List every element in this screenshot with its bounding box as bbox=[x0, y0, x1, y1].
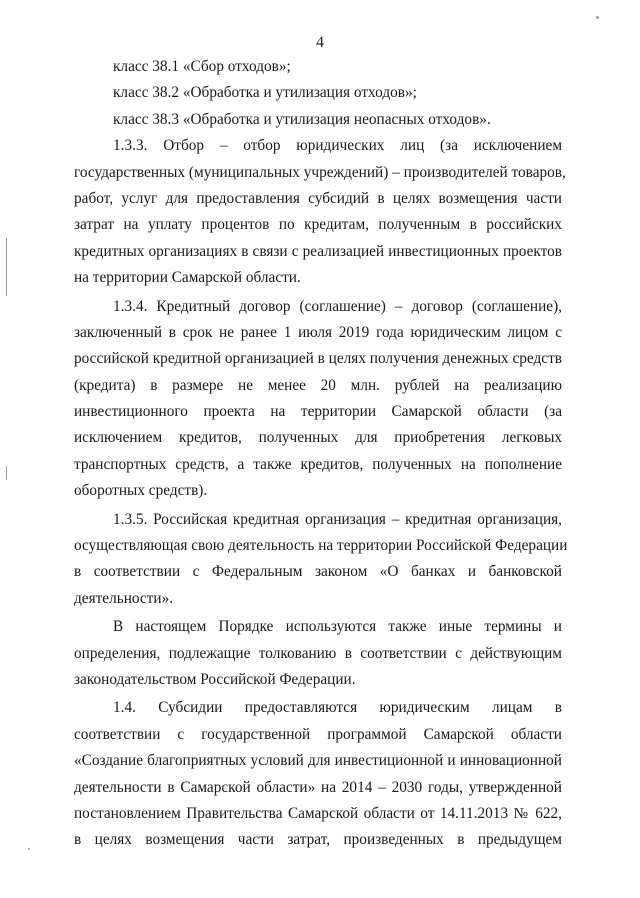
page-number: 4 bbox=[316, 34, 324, 51]
text-line: 1.3.3. Отбор – отбор юридических лиц (за исключением bbox=[113, 137, 562, 155]
text-line: в целях возмещения части затрат, произведенных в предыдущем bbox=[74, 831, 562, 849]
text-line: работ, услуг для предоставления субсидий в целях возмещения части bbox=[74, 189, 562, 207]
text-line: кредитных организациях в связи с реализацией инвестиционных проектов bbox=[74, 242, 562, 260]
text-line: соответствии с государственной программой Самарской области bbox=[74, 725, 562, 743]
scan-artifact bbox=[6, 466, 7, 480]
text-line: 1.3.5. Российская кредитная организация – кредитная организация, bbox=[113, 510, 562, 528]
text-line: класс 38.1 «Сбор отходов»; bbox=[113, 58, 291, 75]
text-line: постановлением Правительства Самарской области от 14.11.2013 № 622, bbox=[74, 804, 562, 822]
text-line: класс 38.2 «Обработка и утилизация отходов»; bbox=[113, 84, 417, 102]
text-line: на территории Самарской области. bbox=[74, 269, 301, 287]
text-line: (кредита) в размере не менее 20 млн. рублей на реализацию bbox=[74, 376, 562, 394]
text-line: транспортных средств, а также кредитов, полученных на пополнение bbox=[74, 455, 562, 473]
scan-artifact bbox=[596, 16, 599, 19]
text-line: 1.3.4. Кредитный договор (соглашение) – договор (соглашение), bbox=[113, 297, 562, 315]
text-line: класс 38.3 «Обработка и утилизация неопасных отходов». bbox=[113, 110, 491, 128]
text-line: В настоящем Порядке используются также иные термины и bbox=[113, 618, 562, 636]
text-line: оборотных средств). bbox=[74, 482, 208, 500]
text-line: инвестиционного проекта на территории Самарской области (за bbox=[74, 403, 562, 421]
scan-artifact bbox=[28, 848, 30, 850]
text-line: 1.4. Субсидии предоставляются юридическим лицам в bbox=[113, 699, 562, 717]
document-body bbox=[74, 54, 568, 854]
text-line: российской кредитной организацией в целях получения денежных средств bbox=[74, 350, 562, 368]
text-line: определения, подлежащие толкованию в соответствии с действующим bbox=[74, 644, 562, 662]
text-line: государственных (муниципальных учреждений) – производителей товаров, bbox=[74, 163, 566, 181]
scan-artifact bbox=[6, 238, 7, 296]
text-line: деятельности в Самарской области» на 2014 – 2030 годы, утвержденной bbox=[74, 778, 562, 796]
text-line: исключением кредитов, полученных для приобретения легковых bbox=[74, 429, 562, 447]
text-line: затрат на уплату процентов по кредитам, полученным в российских bbox=[74, 216, 562, 234]
text-line: законодательством Российской Федерации. bbox=[74, 670, 356, 688]
text-line: «Создание благоприятных условий для инвестиционной и инновационной bbox=[74, 752, 562, 770]
text-line: в соответствии с Федеральным законом «О банках и банковской bbox=[74, 563, 562, 581]
text-line: осуществляющая свою деятельность на территории Российской Федерации bbox=[74, 537, 568, 555]
text-line: деятельности». bbox=[74, 589, 174, 607]
text-line: заключенный в срок не ранее 1 июля 2019 года юридическим лицом с bbox=[74, 323, 562, 341]
